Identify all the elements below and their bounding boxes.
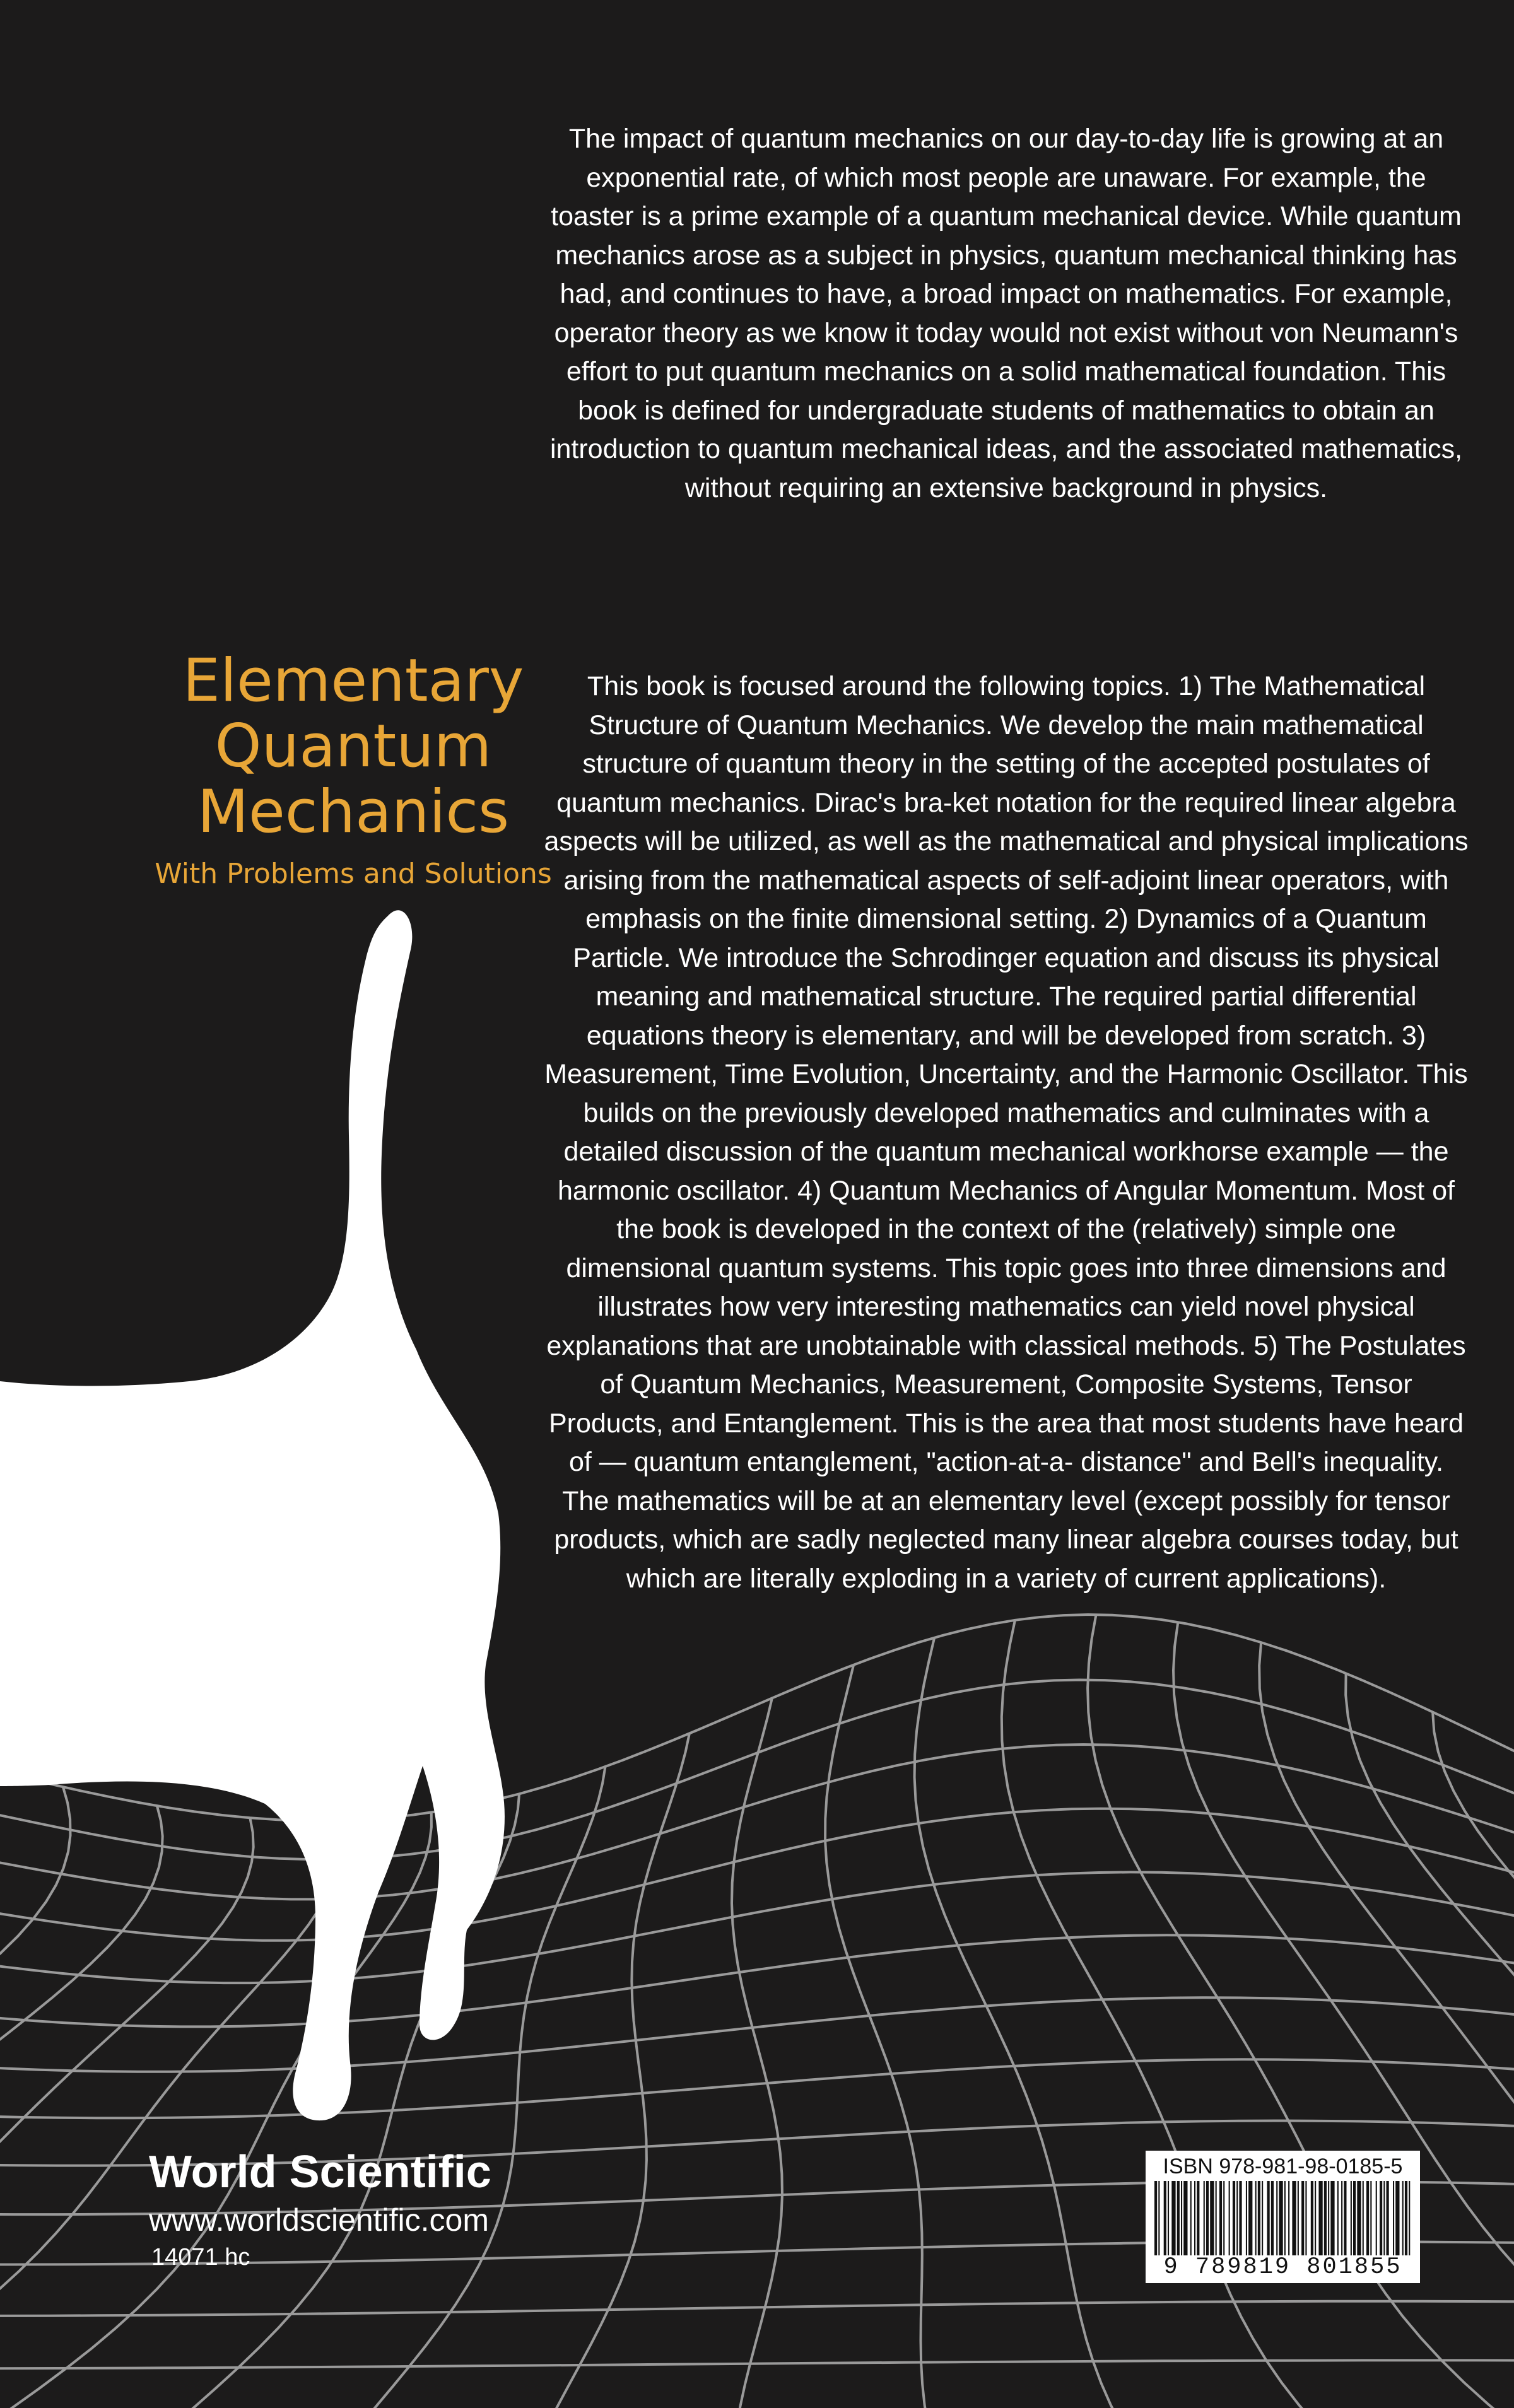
barcode-bar bbox=[1298, 2181, 1299, 2255]
barcode-bar bbox=[1216, 2181, 1217, 2255]
barcode-bars bbox=[1151, 2181, 1415, 2255]
barcode-bar bbox=[1393, 2181, 1394, 2255]
barcode-bar bbox=[1204, 2181, 1205, 2255]
barcode-bar bbox=[1267, 2181, 1270, 2255]
barcode-bar bbox=[1341, 2181, 1342, 2255]
barcode-bar bbox=[1380, 2181, 1382, 2255]
book-title-line-2: Quantum bbox=[214, 712, 492, 781]
barcode-bar bbox=[1171, 2181, 1175, 2255]
barcode-bar bbox=[1292, 2181, 1296, 2255]
book-title-line-1: Elementary bbox=[182, 646, 524, 715]
barcode-bar bbox=[1405, 2181, 1407, 2255]
book-subtitle: With Problems and Solutions bbox=[155, 858, 552, 890]
barcode-bar bbox=[1376, 2181, 1377, 2255]
barcode-bar bbox=[1177, 2181, 1180, 2255]
barcode-bar bbox=[1305, 2181, 1306, 2255]
barcode-bar bbox=[1344, 2181, 1346, 2255]
barcode-bar bbox=[1366, 2181, 1369, 2255]
barcode-bar bbox=[1246, 2181, 1247, 2255]
barcode-bar bbox=[1197, 2181, 1199, 2255]
barcode-bar bbox=[1229, 2181, 1230, 2255]
barcode-bar bbox=[1154, 2181, 1157, 2255]
barcode-bar bbox=[1236, 2181, 1238, 2255]
barcode-bar bbox=[1248, 2181, 1252, 2255]
barcode-bar bbox=[1318, 2181, 1322, 2255]
book-title bbox=[132, 648, 574, 845]
publisher-name: World Scientific bbox=[149, 2147, 491, 2197]
barcode-bar bbox=[1183, 2181, 1187, 2255]
barcode-bar bbox=[1328, 2181, 1329, 2255]
barcode-bar bbox=[1288, 2181, 1289, 2255]
barcode-bar bbox=[1351, 2181, 1352, 2255]
barcode-bar bbox=[1262, 2181, 1263, 2255]
barcode-bar bbox=[1271, 2181, 1274, 2255]
barcode-bar bbox=[1301, 2181, 1304, 2255]
barcode-bar bbox=[1357, 2181, 1361, 2255]
barcode-digits: 9 789819 801855 bbox=[1163, 2254, 1402, 2281]
barcode-bar bbox=[1206, 2181, 1209, 2255]
product-code: 14071 hc bbox=[151, 2244, 250, 2271]
barcode-bar bbox=[1311, 2181, 1313, 2255]
barcode-bar bbox=[1168, 2181, 1169, 2255]
barcode-bar bbox=[1255, 2181, 1257, 2255]
barcode-bar bbox=[1363, 2181, 1364, 2255]
barcode-bar bbox=[1387, 2181, 1389, 2255]
barcode-bar bbox=[1239, 2181, 1241, 2255]
publisher-website: www.worldscientific.com bbox=[149, 2202, 490, 2238]
barcode-bar bbox=[1370, 2181, 1371, 2255]
barcode-bar bbox=[1194, 2181, 1195, 2255]
barcode-bar bbox=[1158, 2181, 1159, 2255]
barcode-bar bbox=[1276, 2181, 1277, 2255]
barcode-bar bbox=[1279, 2181, 1282, 2255]
isbn-barcode bbox=[1146, 2151, 1420, 2283]
barcode-bar bbox=[1402, 2181, 1404, 2255]
barcode-bar bbox=[1223, 2181, 1224, 2255]
barcode-bar bbox=[1383, 2181, 1385, 2255]
barcode-bar bbox=[1181, 2181, 1182, 2255]
barcode-bar bbox=[1258, 2181, 1260, 2255]
blurb-paragraph-1: The impact of quantum mechanics on our day-to-day life is growing at an exponential rate, of which most people are unaware. For example, the toaster is a prime example of a quantum mechanical device. While quantum mechanics arose as a subject in physics, quantum mechanical thinking has had, and continues to have, a broad impact on mathematics. For example, operator theory as we know it today would not exist without von Neumann's effort to put quantum mechanics on a solid mathematical foundation. This book is defined for undergraduate students of mathematics to obtain an introduction to quantum mechanical ideas, and the associated mathematics, without requiring an extensive background in physics. bbox=[549, 124, 1463, 503]
barcode-bar bbox=[1284, 2181, 1286, 2255]
blurb-paragraph-2: This book is focused around the following topics. 1) The Mathematical Structure of Quantum Mechanics. We develop the main mathematical structure of quantum theory in the setting of the accepted postulates of quantum mechanics. Dirac's bra-ket notation for the required linear algebra aspects will be utilized, as well as the mathematical and physical implications arising from the mathematical aspects of self-adjoint linear operators, with emphasis on the finite dimensional setting. 2) Dynamics of a Quantum Particle. We introduce the Schrodinger equation and discuss its physical meaning and mathematical structure. The required partial differential equations theory is elementary, and will be developed from scratch. 3) Measurement, Time Evolution, Uncertainty, and the Harmonic Oscillator. This builds on the previously developed mathematics and culminates with a detailed discussion of the quantum mechanical workhorse example — the harmonic oscillator. 4) Quantum Mechanics of Angular Momentum. Most of the book is developed in the context of the (relatively) simple one dimensional quantum systems. This topic goes into three dimensions and illustrates how very interesting mathematics can yield novel physical explanations that are unobtainable with classical methods. 5) The Postulates of Quantum Mechanics, Measurement, Composite Systems, Tensor Products, and Entanglement. This is the area that most students have heard of — quantum entanglement, "action-at-a- distance" and Bell's inequality. The mathematics will be at an elementary level (except possibly for tensor products, which are sadly neglected many linear algebra courses today, but which are literally exploding in a variety of current applications). bbox=[544, 671, 1469, 1594]
book-title-line-3: Mechanics bbox=[197, 778, 510, 846]
barcode-bar bbox=[1337, 2181, 1339, 2255]
isbn-label: ISBN 978-981-98-0185-5 bbox=[1163, 2154, 1403, 2178]
barcode-bar bbox=[1190, 2181, 1192, 2255]
barcode-bar bbox=[1409, 2181, 1410, 2255]
barcode-bar bbox=[1395, 2181, 1399, 2255]
barcode-bar bbox=[1315, 2181, 1316, 2255]
barcode-bar bbox=[1330, 2181, 1334, 2255]
barcode-bar bbox=[1164, 2181, 1166, 2255]
barcode-bar bbox=[1210, 2181, 1214, 2255]
barcode-bar bbox=[1219, 2181, 1222, 2255]
barcode-bar bbox=[1233, 2181, 1235, 2255]
barcode-bar bbox=[1324, 2181, 1327, 2255]
barcode-bar bbox=[1353, 2181, 1356, 2255]
